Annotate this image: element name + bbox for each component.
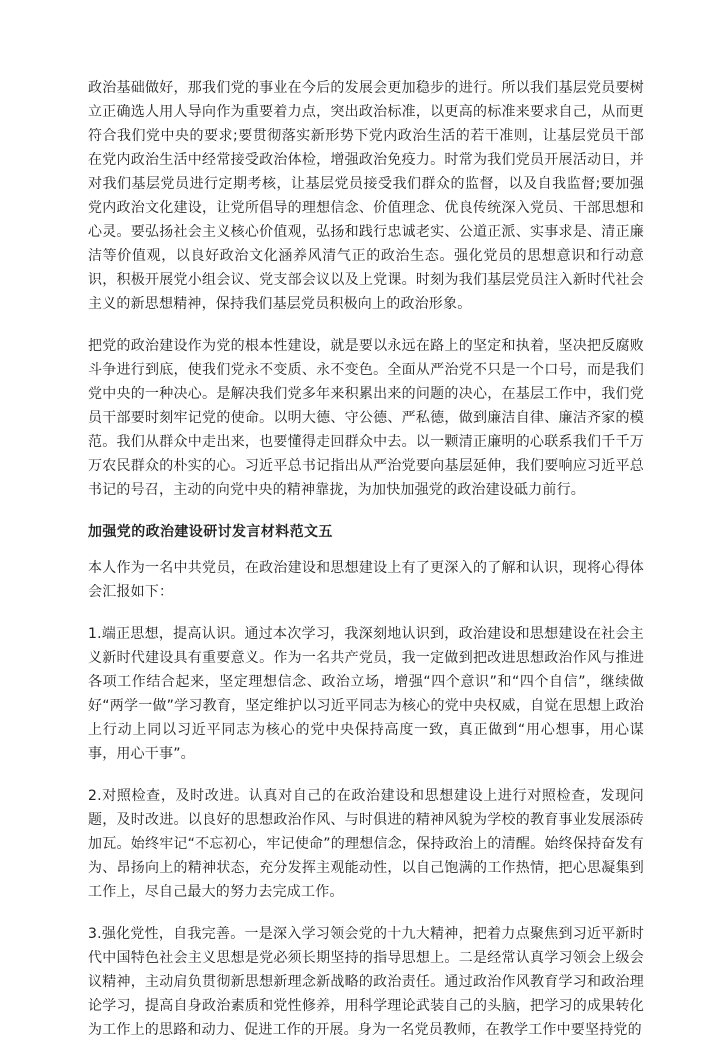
body-paragraph: 1.端正思想，提高认识。通过本次学习，我深刻地认识到，政治建设和思想建设在社会主义新时代建设具有重要意义。作为一名共产党员，我一定做到把改进思想政治作风与推进各项工作结合起来，坚定理想信念、政治立场，增强“四个意识”和“四个自信”，继续做好“两学一做”学习教育，坚定维护以习近平同志为核心的党中央权威，自觉在思想上政治上行动上同以习近平同志为核心的党中央保持高度一致，真正做到“用心想事，用心谋事，用心干事”。 (88, 626, 644, 762)
body-paragraph: 把党的政治建设作为党的根本性建设，就是要以永远在路上的坚定和执着，坚决把反腐败斗争进行到底，使我们党永不变质、永不变色。全面从严治党不只是一个口号，而是我们党中央的一种决心。是解决我们党多年来积累出来的问题的决心，在基层工作中，我们党员干部要时刻牢记党的使命。以明大德、守公德、严私德，做到廉洁自律、廉洁齐家的模范。我们从群众中走出来，也要懂得走回群众中去。以一颗清正廉明的心联系我们千千万万农民群众的朴实的心。习近平总书记指出从严治党要向基层延伸，我们要响应习近平总书记的号召，主动的向党中央的精神靠拢，为加快加强党的政治建设砥力前行。 (88, 338, 644, 498)
section-heading: 加强党的政治建设研讨发言材料范文五 (88, 524, 333, 540)
document-page (88, 76, 644, 1060)
body-paragraph: 3.强化党性，自我完善。一是深入学习领会党的十九大精神，把着力点聚焦到习近平新时代中国特色社会主义思想是党必须长期坚持的指导思想上。二是经常认真学习领会上级会议精神，主动肩负贯彻新思想新理念新战略的政治责任。通过政治作风教育学习和政治理论学习，提高自身政治素质和党性修养，用科学理论武装自己的头脑，把学习的成果转化为工作上的思路和动力、促进工作的开展。身为一名党员教师，在教学工作中要坚持党的 (88, 926, 644, 1038)
body-paragraph: 政治基础做好，那我们党的事业在今后的发展会更加稳步的进行。所以我们基层党员要树立正确选人用人导向作为重要着力点，突出政治标准，以更高的标准来要求自己，从而更符合我们党中央的要求;要贯彻落实新形势下党内政治生活的若干准则，让基层党员干部在党内政治生活中经常接受政治体检，增强政治免疫力。时常为我们党员开展活动日，并对我们基层党员进行定期考核，让基层党员接受我们群众的监督，以及自我监督;要加强党内政治文化建设，让党所倡导的理想信念、价值理念、优良传统深入党员、干部思想和心灵。要弘扬社会主义核心价值观，弘扬和践行忠诚老实、公道正派、实事求是、清正廉洁等价值观，以良好政治文化涵养风清气正的政治生态。强化党员的思想意识和行动意识，积极开展党小组会议、党支部会议以及上党课。时刻为我们基层党员注入新时代社会主义的新思想精神，保持我们基层党员积极向上的政治形象。 (88, 80, 644, 312)
body-paragraph: 本人作为一名中共党员，在政治建设和思想建设上有了更深入的了解和认识，现将心得体会汇报如下： (88, 560, 644, 600)
body-paragraph: 2.对照检查，及时改进。认真对自己的在政治建设和思想建设上进行对照检查，发现问题，及时改进。以良好的思想政治作风、与时俱进的精神风貌为学校的教育事业发展添砖加瓦。始终牢记“不忘初心，牢记使命”的理想信念，保持政治上的清醒。始终保持奋发有为、昂扬向上的精神状态，充分发挥主观能动性，以自己饱满的工作热情，把心思凝集到工作上，尽自己最大的努力去完成工作。 (88, 788, 644, 900)
